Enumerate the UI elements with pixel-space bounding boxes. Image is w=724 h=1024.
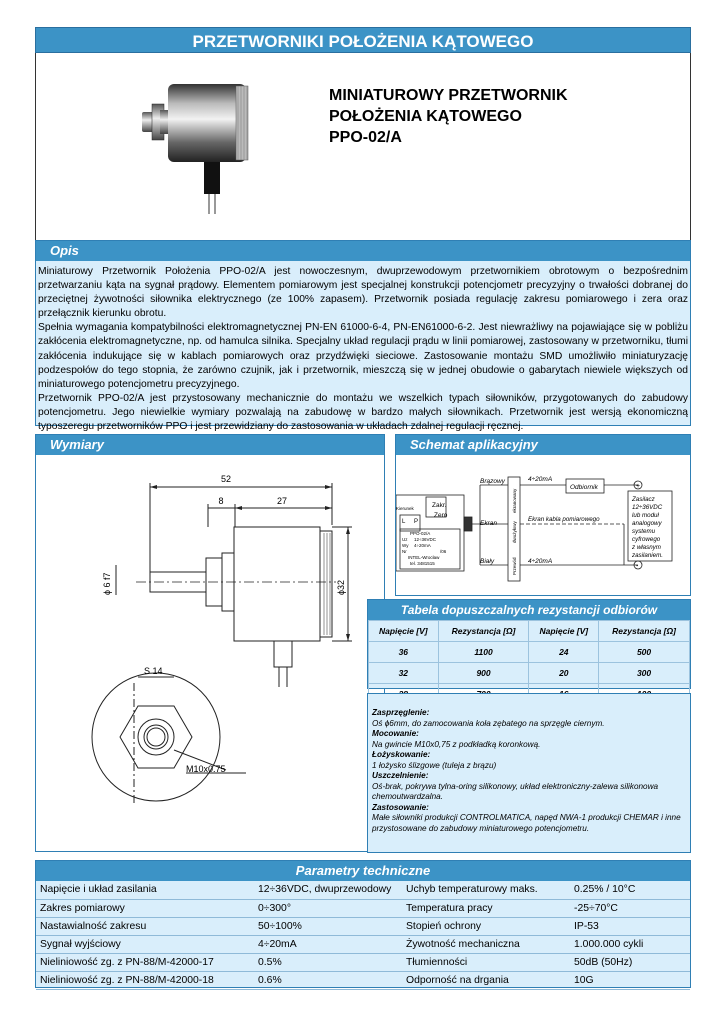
description-paragraph: Przetwornik PPO-02/A jest przystosowany mechanicznie do montażu we wszelkich typach siłowników, przygotowanych do zabudowy potencjometru. Jego niewielkie wymiary pozwalają na zabudowę w bardzo małych siłownikach. Przetwornik jest wersją ekonomiczną typoszeregu przetworników PPO i jest przewidziany do zastosowania w układach zdalnej regulacji ręcznej. [38,392,688,433]
label-odbiornik: Odbiornik [570,484,598,491]
zasilacz-line: Zasilacz [632,496,655,503]
plus-sign: + [636,483,641,490]
zasilacz-line: systemu [632,528,656,535]
zasilacz-line: z własnym [632,544,661,551]
param-label: Sygnał wyjściowy [36,935,254,953]
label-tel: tel. 3481515 [410,561,435,566]
param-label: Tłumienności [402,953,570,971]
param-label: Nieliniowość zg. z PN-88/M-42000-18 [36,971,254,989]
resistance-table-panel [367,599,691,689]
param-label: Stopień ochrony [402,917,570,935]
table-cell: 20 [529,663,599,684]
info-text: Małe siłowniki produkcji CONTROLMATICA, napęd NWA-1 produkcji CHEMAR i inne przystosowane do zabudowy miniaturowego potencjometru. [372,813,681,833]
label-ppo: PPO-02/A [410,531,431,536]
zasilacz-line: analogowy [632,520,662,527]
zasilacz-line: lub moduł [632,512,659,519]
zasilacz-line: 12÷36VDC [632,504,663,511]
param-value: 50dB (50Hz) [570,953,690,971]
param-value: 1.000.000 cykli [570,935,690,953]
table-cell: 300 [599,663,690,684]
dimensions-drawing [36,455,384,850]
param-value: 0.6% [254,971,402,989]
table-cell: 1100 [438,642,529,663]
param-value: 0.25% / 10°C [570,881,690,899]
dim-27: 27 [276,496,288,506]
description-text [35,265,691,434]
zasilacz-line: cyfrowego [632,536,661,543]
info-heading: Mocowanie: [372,729,419,738]
info-text: Na gwincie M10x0,75 z podkładką koronkową. [372,739,541,749]
description-paragraph: Miniaturowy Przetwornik Położenia PPO-02/A jest nowoczesnym, dwuprzewodowym przetwornikiem obrotowym o bezpośrednim przetwarzaniu kąta na sygnał prądowy. Elementem pomiarowym jest specjalnej konstrukcji potencjometr precyzyjny o trwałości dobranej do przeciętnej żywotności siłownika elektrycznego (ze 100% zapasem). Przetwornik posiada regulację zakresu pomiarowego i zera oraz przełącznik kierunku obrotu. [38,266,688,320]
label-ekranowany: ekranowany [512,488,517,513]
label-kabel: Ekran kabla pomiarowego [528,516,600,523]
table-cell: 500 [599,642,690,663]
table-row [36,917,690,935]
label-current-bottom: 4÷20mA [528,558,553,565]
parameters-table [36,881,690,990]
table-row [36,971,690,989]
table-row [369,663,690,684]
column-header: Rezystancja [Ω] [438,621,529,642]
table-header-row [369,621,690,642]
info-text: Oś-brak, pokrywa tylna-oring silikonowy, układ elektroniczny-zalewa silikonowa chemoutwardzalna. [372,781,659,801]
table-row [36,899,690,917]
minus-sign: - [636,563,639,570]
dim-diameter-32: ϕ32 [336,579,346,595]
label-brazowy: Brązowy [480,478,505,485]
mechanical-info-text [368,694,690,834]
info-heading: Łożyskowanie: [372,750,431,759]
dim-52: 52 [220,474,232,484]
label-bialy: Biały [480,558,495,565]
label-nr-val: /06 [440,549,447,554]
product-image [140,68,270,218]
parameters-heading: Parametry techniczne [36,861,690,881]
info-heading: Zastosowanie: [372,802,429,812]
dim-thread: M10x0.75 [186,764,226,774]
table-row [36,881,690,899]
param-value: 0.5% [254,953,402,971]
param-value: -25÷70°C [570,899,690,917]
label-ekran: Ekran [480,520,497,527]
table-cell: 36 [369,642,439,663]
label-firm: INTEL-Wrocław [408,555,440,560]
label-uz-val: 12÷36VDC [414,537,436,542]
param-label: Żywotność mechaniczna [402,935,570,953]
info-text: Oś ϕ6mm, do zamocowania koła zębatego na sprzęgle ciernym. [372,718,605,728]
info-text: 1 łożysko ślizgowe (tuleja z brązu) [372,760,497,770]
param-label: Nastawialność zakresu [36,917,254,935]
description-heading: Opis [36,241,690,261]
label-zero: Zero [434,512,448,519]
label-dwuzylowy: dwużyłowy [512,521,517,543]
label-nr: Nr [402,549,407,554]
label-uz: Uz [402,537,408,542]
label-kierunek: Kierunek [396,506,414,511]
dim-8: 8 [218,496,224,506]
param-value: 0÷300° [254,899,402,917]
info-heading: Zasprzęglenie: [372,708,430,717]
param-label: Odporność na drgania [402,971,570,989]
param-label: Temperatura pracy [402,899,570,917]
schematic-heading: Schemat aplikacyjny [396,435,690,455]
label-zakr: Zakr. [432,502,447,509]
label-current-top: 4÷20mA [528,476,553,483]
table-row [369,642,690,663]
mechanical-info-panel [367,693,691,853]
table-cell: 900 [438,663,529,684]
label-p: P [414,519,419,525]
column-header: Rezystancja [Ω] [599,621,690,642]
param-label: Napięcie i układ zasilania [36,881,254,899]
product-title: MINIATUROWY PRZETWORNIK POŁOŻENIA KĄTOWEGO PPO-02/A [329,87,568,146]
table-row [36,935,690,953]
table-cell: 32 [369,663,439,684]
schematic-diagram [396,455,690,595]
label-wy-val: 4÷20mA [414,543,431,548]
dim-s14: S 14 [144,666,163,676]
description-paragraph: Spełnia wymagania kompatybilności elektromagnetycznej PN-EN 61000-6-4, PN-EN61000-6-2. Jest niewrażliwy na pojawiające się w pobliżu zakłócenia elektromagnetyczne, np. od hamulca silnika. Specjalny układ regulacji prądu w linii pomiarowej, zastosowany w przetworniku, tłumi zakłócenia indukujące się w kablach pomiarowych oraz przydźwięki sieciowe. Zastosowanie montażu SMD umożliwiło miniaturyzację podzespołów do tego stopnia, że zarówno czujnik, jak i przetwornik, mieszczą się w jednej obudowie o gabarytach niewiele większych od miniaturowego potencjometru precyzyjnego. [38,322,688,390]
table-row [36,953,690,971]
param-label: Nieliniowość zg. z PN-88/M-42000-17 [36,953,254,971]
param-value: 10G [570,971,690,989]
column-header: Napięcie [V] [529,621,599,642]
param-value: 12÷36VDC, dwuprzewodowy [254,881,402,899]
param-label: Zakres pomiarowy [36,899,254,917]
param-label: Uchyb temperaturowy maks. [402,881,570,899]
label-przewod: Przewód [512,557,517,575]
resistance-table-heading: Tabela dopuszczalnych rezystancji odbiorów [368,600,690,620]
label-wy: Wy [402,543,409,548]
param-value: 4÷20mA [254,935,402,953]
zasilacz-line: zasilaniem. [632,552,663,559]
param-value: 50÷100% [254,917,402,935]
dim-diameter-6: ϕ 6 f7 [102,572,112,595]
label-l: L [402,519,406,525]
param-value: IP-53 [570,917,690,935]
info-heading: Uszczelnienie: [372,771,429,780]
dimensions-heading: Wymiary [36,435,384,455]
page-title: PRZETWORNIKI POŁOŻENIA KĄTOWEGO [35,27,691,53]
parameters-panel [35,860,691,988]
column-header: Napięcie [V] [369,621,439,642]
table-cell: 24 [529,642,599,663]
